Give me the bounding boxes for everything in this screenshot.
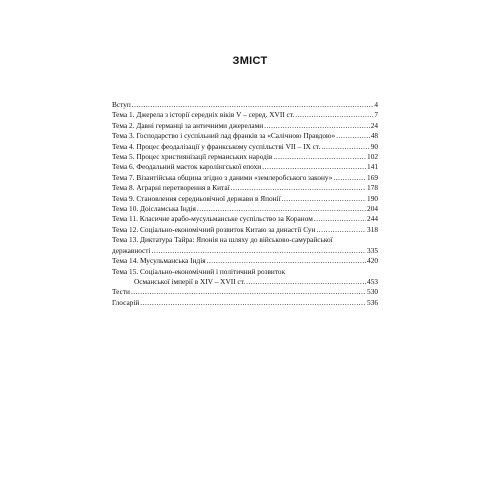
toc-leader-dots xyxy=(314,214,366,224)
toc-leader-dots xyxy=(197,204,366,214)
toc-leader-dots xyxy=(333,173,366,183)
toc-page-number: 141 xyxy=(367,162,378,172)
toc-entry-title: Тема 5. Процес християнізації германських народів xyxy=(112,152,273,162)
toc-leader-dots xyxy=(207,256,366,266)
toc-entry xyxy=(112,173,378,183)
toc-entry-title: Тема 15. Соціально-економічний і політичний розвиток xyxy=(112,266,286,276)
toc-page-number: 190 xyxy=(367,193,378,203)
toc-page-number: 90 xyxy=(370,141,378,151)
toc-entry xyxy=(112,142,378,152)
toc-entry-title-cont: державності xyxy=(112,245,151,255)
toc-entry-title: Тема 10. Доісламська Індія xyxy=(112,204,196,214)
toc-entry-title: Тема 8. Аграрні перетворення в Китаї xyxy=(112,183,230,193)
toc-entry xyxy=(112,267,378,288)
toc-leader-dots xyxy=(231,183,366,193)
toc-leader-dots xyxy=(131,287,366,297)
toc-page-number: 244 xyxy=(367,214,378,224)
toc-leader-dots xyxy=(262,162,366,172)
toc-entry xyxy=(112,110,378,120)
toc-leader-dots xyxy=(295,110,373,120)
toc-entry xyxy=(112,225,378,235)
toc-page-number: 24 xyxy=(370,120,378,130)
toc-page-number: 169 xyxy=(367,172,378,182)
toc-entry-title: Тема 13. Диктатура Тайра: Японія на шляху до військово-самурайської xyxy=(112,235,333,245)
toc-leader-dots xyxy=(132,100,374,110)
toc-entry xyxy=(112,214,378,224)
toc-entry-title: Тема 3. Господарство і суспільний лад франків за «Салічною Правдою» xyxy=(112,131,336,141)
toc-page-number: 4 xyxy=(374,100,378,109)
toc-entry-continuation xyxy=(112,246,378,256)
toc-entry-title: Тема 11. Класичне арабо-мусульманське суспільство за Кораном xyxy=(112,214,313,224)
toc-leader-dots xyxy=(321,142,369,152)
toc-entry-title: Тема 6. Феодальний маєток каролінгської епохи xyxy=(112,162,262,172)
toc-entry xyxy=(112,204,378,214)
toc-entry xyxy=(112,162,378,172)
toc-page-number: 335 xyxy=(367,245,378,255)
toc-entry-title: Тема 4. Процес феодалізації у франкському суспільстві VII – IX ст. xyxy=(112,141,321,151)
toc-page-number: 453 xyxy=(367,276,378,286)
toc-entry-title: Тести xyxy=(112,287,130,297)
toc-entry-title-cont: Османської імперії в XIV – XVII ст. xyxy=(134,276,246,286)
toc-page-number: 420 xyxy=(367,256,378,266)
toc-leader-dots xyxy=(246,277,366,287)
toc-leader-dots xyxy=(152,246,367,256)
toc-leader-dots xyxy=(273,152,366,162)
toc-entry xyxy=(112,121,378,131)
toc-leader-dots xyxy=(316,225,366,235)
toc-page-number: 102 xyxy=(367,152,378,162)
toc-entry-title: Вступ xyxy=(112,100,131,109)
toc-page-number: 178 xyxy=(367,183,378,193)
table-of-contents xyxy=(112,100,378,308)
toc-entry xyxy=(112,287,378,297)
toc-entry-title: Тема 2. Давні германці за античними джерелами xyxy=(112,120,264,130)
page-title: ЗМІСТ xyxy=(232,55,268,67)
toc-leader-dots xyxy=(282,194,366,204)
toc-entry xyxy=(112,256,378,266)
toc-entry xyxy=(112,235,378,256)
toc-entry xyxy=(112,298,378,308)
toc-page-number: 536 xyxy=(367,297,378,307)
toc-entry xyxy=(112,100,378,110)
toc-entry-title: Тема 9. Становлення середньовічної держави в Японії xyxy=(112,193,281,203)
toc-page-number: 318 xyxy=(367,224,378,234)
toc-entry-title: Тема 1. Джерела з історії середніх віків V – серед. XVII ст. xyxy=(112,110,295,120)
toc-entry xyxy=(112,183,378,193)
toc-entry-title: Тема 14. Мусульманська Індія xyxy=(112,256,206,266)
toc-entry-title: Глосарій xyxy=(112,297,140,307)
toc-entry-title: Тема 7. Візантійська община згідно з даними «землеробського закону» xyxy=(112,172,333,182)
toc-page-number: 48 xyxy=(370,131,378,141)
toc-entry-continuation xyxy=(112,277,378,287)
toc-page-number: 530 xyxy=(367,287,378,297)
toc-leader-dots xyxy=(140,298,366,308)
toc-entry xyxy=(112,131,378,141)
toc-page-number: 7 xyxy=(374,110,378,120)
toc-entry xyxy=(112,194,378,204)
toc-leader-dots xyxy=(336,131,370,141)
toc-leader-dots xyxy=(264,121,370,131)
toc-entry xyxy=(112,152,378,162)
toc-entry-title: Тема 12. Соціально-економічний розвиток Китаю за династії Сун xyxy=(112,224,316,234)
toc-page-number: 204 xyxy=(367,204,378,214)
